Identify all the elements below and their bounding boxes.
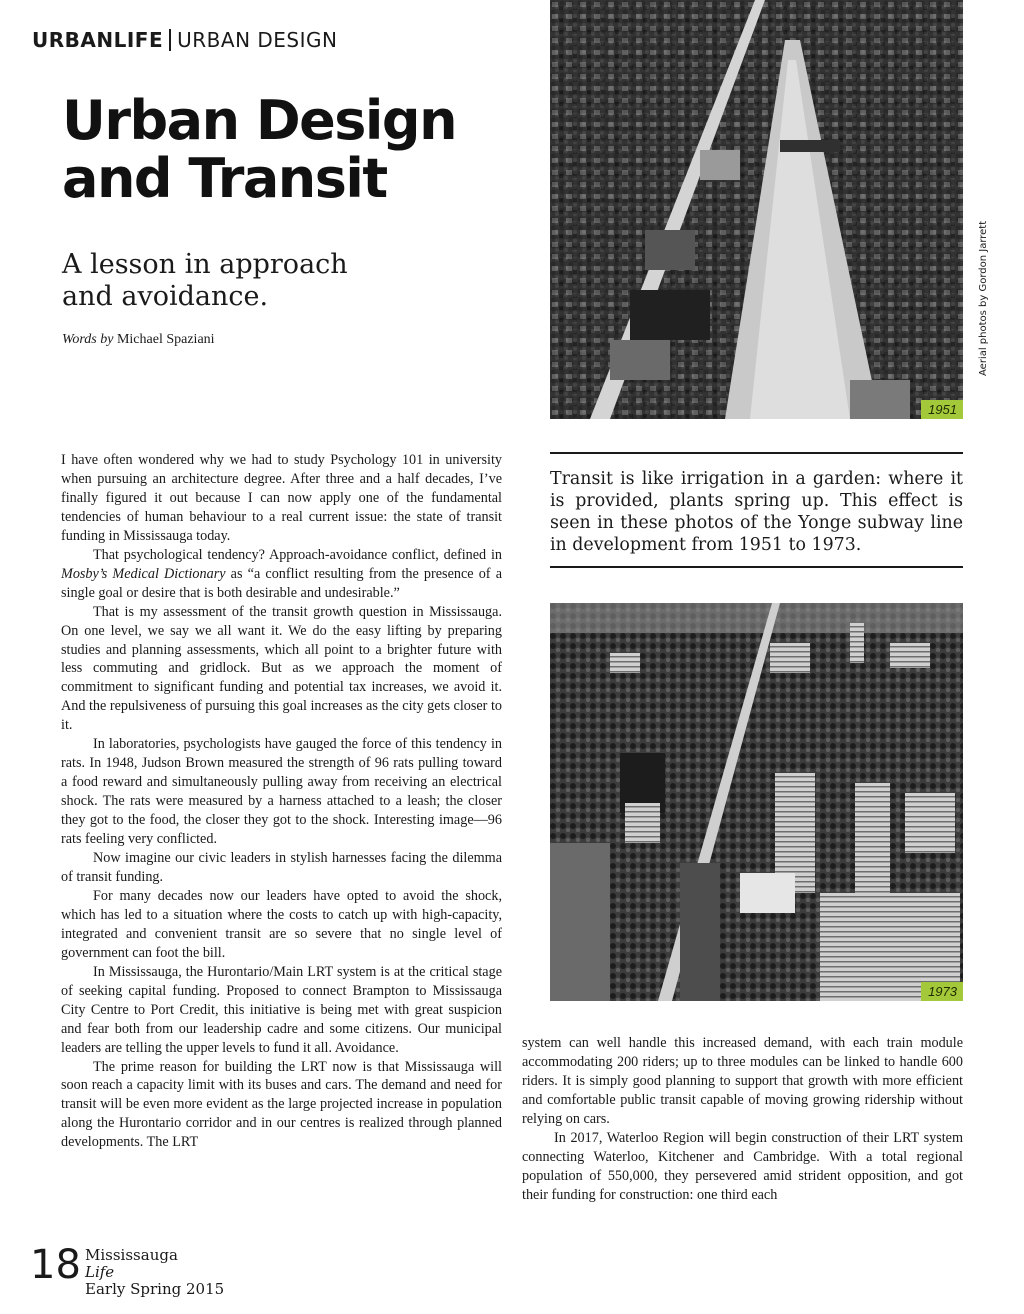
- page-number: 18: [30, 1242, 81, 1288]
- article-deck: [62, 249, 382, 313]
- byline-author: Michael Spaziani: [116, 332, 215, 347]
- body-paragraph-8: The prime reason for building the LRT now is that Mississauga will soon reach a capacity limit with its buses and cars. The demand and need for transit will be even more evident as the large projected increase in population along the Hurontario corridor and in our centres is realized through planned developments. The LRT: [61, 1058, 502, 1151]
- aerial-photo-1951: [550, 0, 963, 419]
- deck-line-2: and avoidance.: [62, 281, 269, 312]
- body-paragraph-10: In 2017, Waterloo Region will begin construction of their LRT system connecting Waterloo, Kitchener and Cambridge. With a total regional population of 550,000, they persevered amid strident opposition, and got their funding for construction: one third each: [522, 1129, 963, 1203]
- body-paragraph-6: For many decades now our leaders have opted to avoid the shock, which has led to a situation where the costs to catch up with high-capacity, integrated and convenient transit are so severe that no single level of government can foot the bill.: [61, 887, 502, 961]
- title-line-1: Urban Design: [62, 89, 457, 152]
- pull-quote-text: Transit is like irrigation in a garden: where it is provided, plants spring up. This effect is seen in these photos of the Yonge subway line in development from 1951 to 1973.: [550, 469, 963, 555]
- photo-year-tag-1951: 1951: [921, 400, 963, 419]
- body-paragraph-2: [61, 546, 502, 603]
- aerial-photo-1973-image: [550, 603, 963, 1001]
- magazine-title: [85, 1247, 224, 1281]
- deck-line-1: A lesson in approach: [62, 249, 348, 280]
- body-column-left: [61, 451, 502, 1152]
- section-name: URBANLIFE: [32, 28, 164, 52]
- section-divider: [169, 29, 171, 51]
- byline-prefix: Words by: [62, 332, 114, 347]
- magazine-name-italic: Life: [85, 1263, 115, 1281]
- byline: [62, 332, 215, 348]
- body-paragraph-1: I have often wondered why we had to study Psychology 101 in university when pursuing an architecture degree. After three and a half decades, I’ve finally figured it out because I can now apply one of the fundamental tendencies of human behaviour to a real current issue: the state of transit funding in Mississauga today.: [61, 452, 502, 544]
- section-label: [32, 28, 337, 52]
- aerial-photo-1951-image: [550, 0, 963, 419]
- body-paragraph-2-part-a: That psychological tendency? Approach-avoidance conflict, defined in: [93, 546, 502, 563]
- title-line-2: and Transit: [62, 147, 387, 210]
- body-paragraph-4: In laboratories, psychologists have gauged the force of this tendency in rats. In 1948, Judson Brown measured the strength of 96 rats pulling toward a food reward and simultaneously pulling away from receiving an electrical shock. The rats were measured by a harness attached to a leash; the closer they got to the food, the closer they got to the shock. Interesting image—96 rats feeling very conflicted.: [61, 736, 502, 848]
- body-paragraph-7: In Mississauga, the Hurontario/Main LRT system is at the critical stage of seeking capital funding. Proposed to connect Brampton to Mississauga City Centre to Port Credit, this initiative is being met with great suspicion and fear both from our leadership cadre and some citizens. Our municipal leaders are telling the upper levels to fund it all. Avoidance.: [61, 963, 502, 1056]
- subsection-name: URBAN DESIGN: [177, 28, 338, 52]
- body-column-right: [522, 1034, 963, 1205]
- magazine-footer: [85, 1247, 224, 1298]
- body-paragraph-2-part-b: as “a conflict resulting from the presence of a single goal or desire that is both desirable and undesirable.”: [61, 565, 502, 601]
- pull-quote: [550, 452, 963, 568]
- photo-credit: Aerial photos by Gordon Jarrett: [978, 220, 989, 376]
- photo-year-tag-1973: 1973: [921, 982, 963, 1001]
- article-title: [62, 89, 457, 210]
- body-paragraph-9: system can well handle this increased demand, with each train module accommodating 200 riders; up to three modules can be linked to handle 600 riders. It is simply good planning to support that growth with more efficient and comfortable public transit capable of moving growing ridership without relying on cars.: [522, 1035, 963, 1127]
- issue-date: Early Spring 2015: [85, 1280, 225, 1298]
- body-paragraph-3: That is my assessment of the transit growth question in Mississauga. On one level, we say we all want it. We do the easy lifting by preparing studies and planning assessments, which all point to a brighter future with less commuting and gridlock. But as we approach the moment of commitment to significant funding and potential tax increases, we avoid it. And the repulsiveness of pursuing this goal increases as the city gets closer to it.: [61, 603, 502, 734]
- body-paragraph-5: Now imagine our civic leaders in stylish harnesses facing the dilemma of transit funding.: [61, 850, 502, 885]
- aerial-photo-1973: [550, 603, 963, 1001]
- magazine-name: Mississauga: [85, 1246, 178, 1264]
- dictionary-reference: Mosby’s Medical Dictionary: [61, 565, 226, 582]
